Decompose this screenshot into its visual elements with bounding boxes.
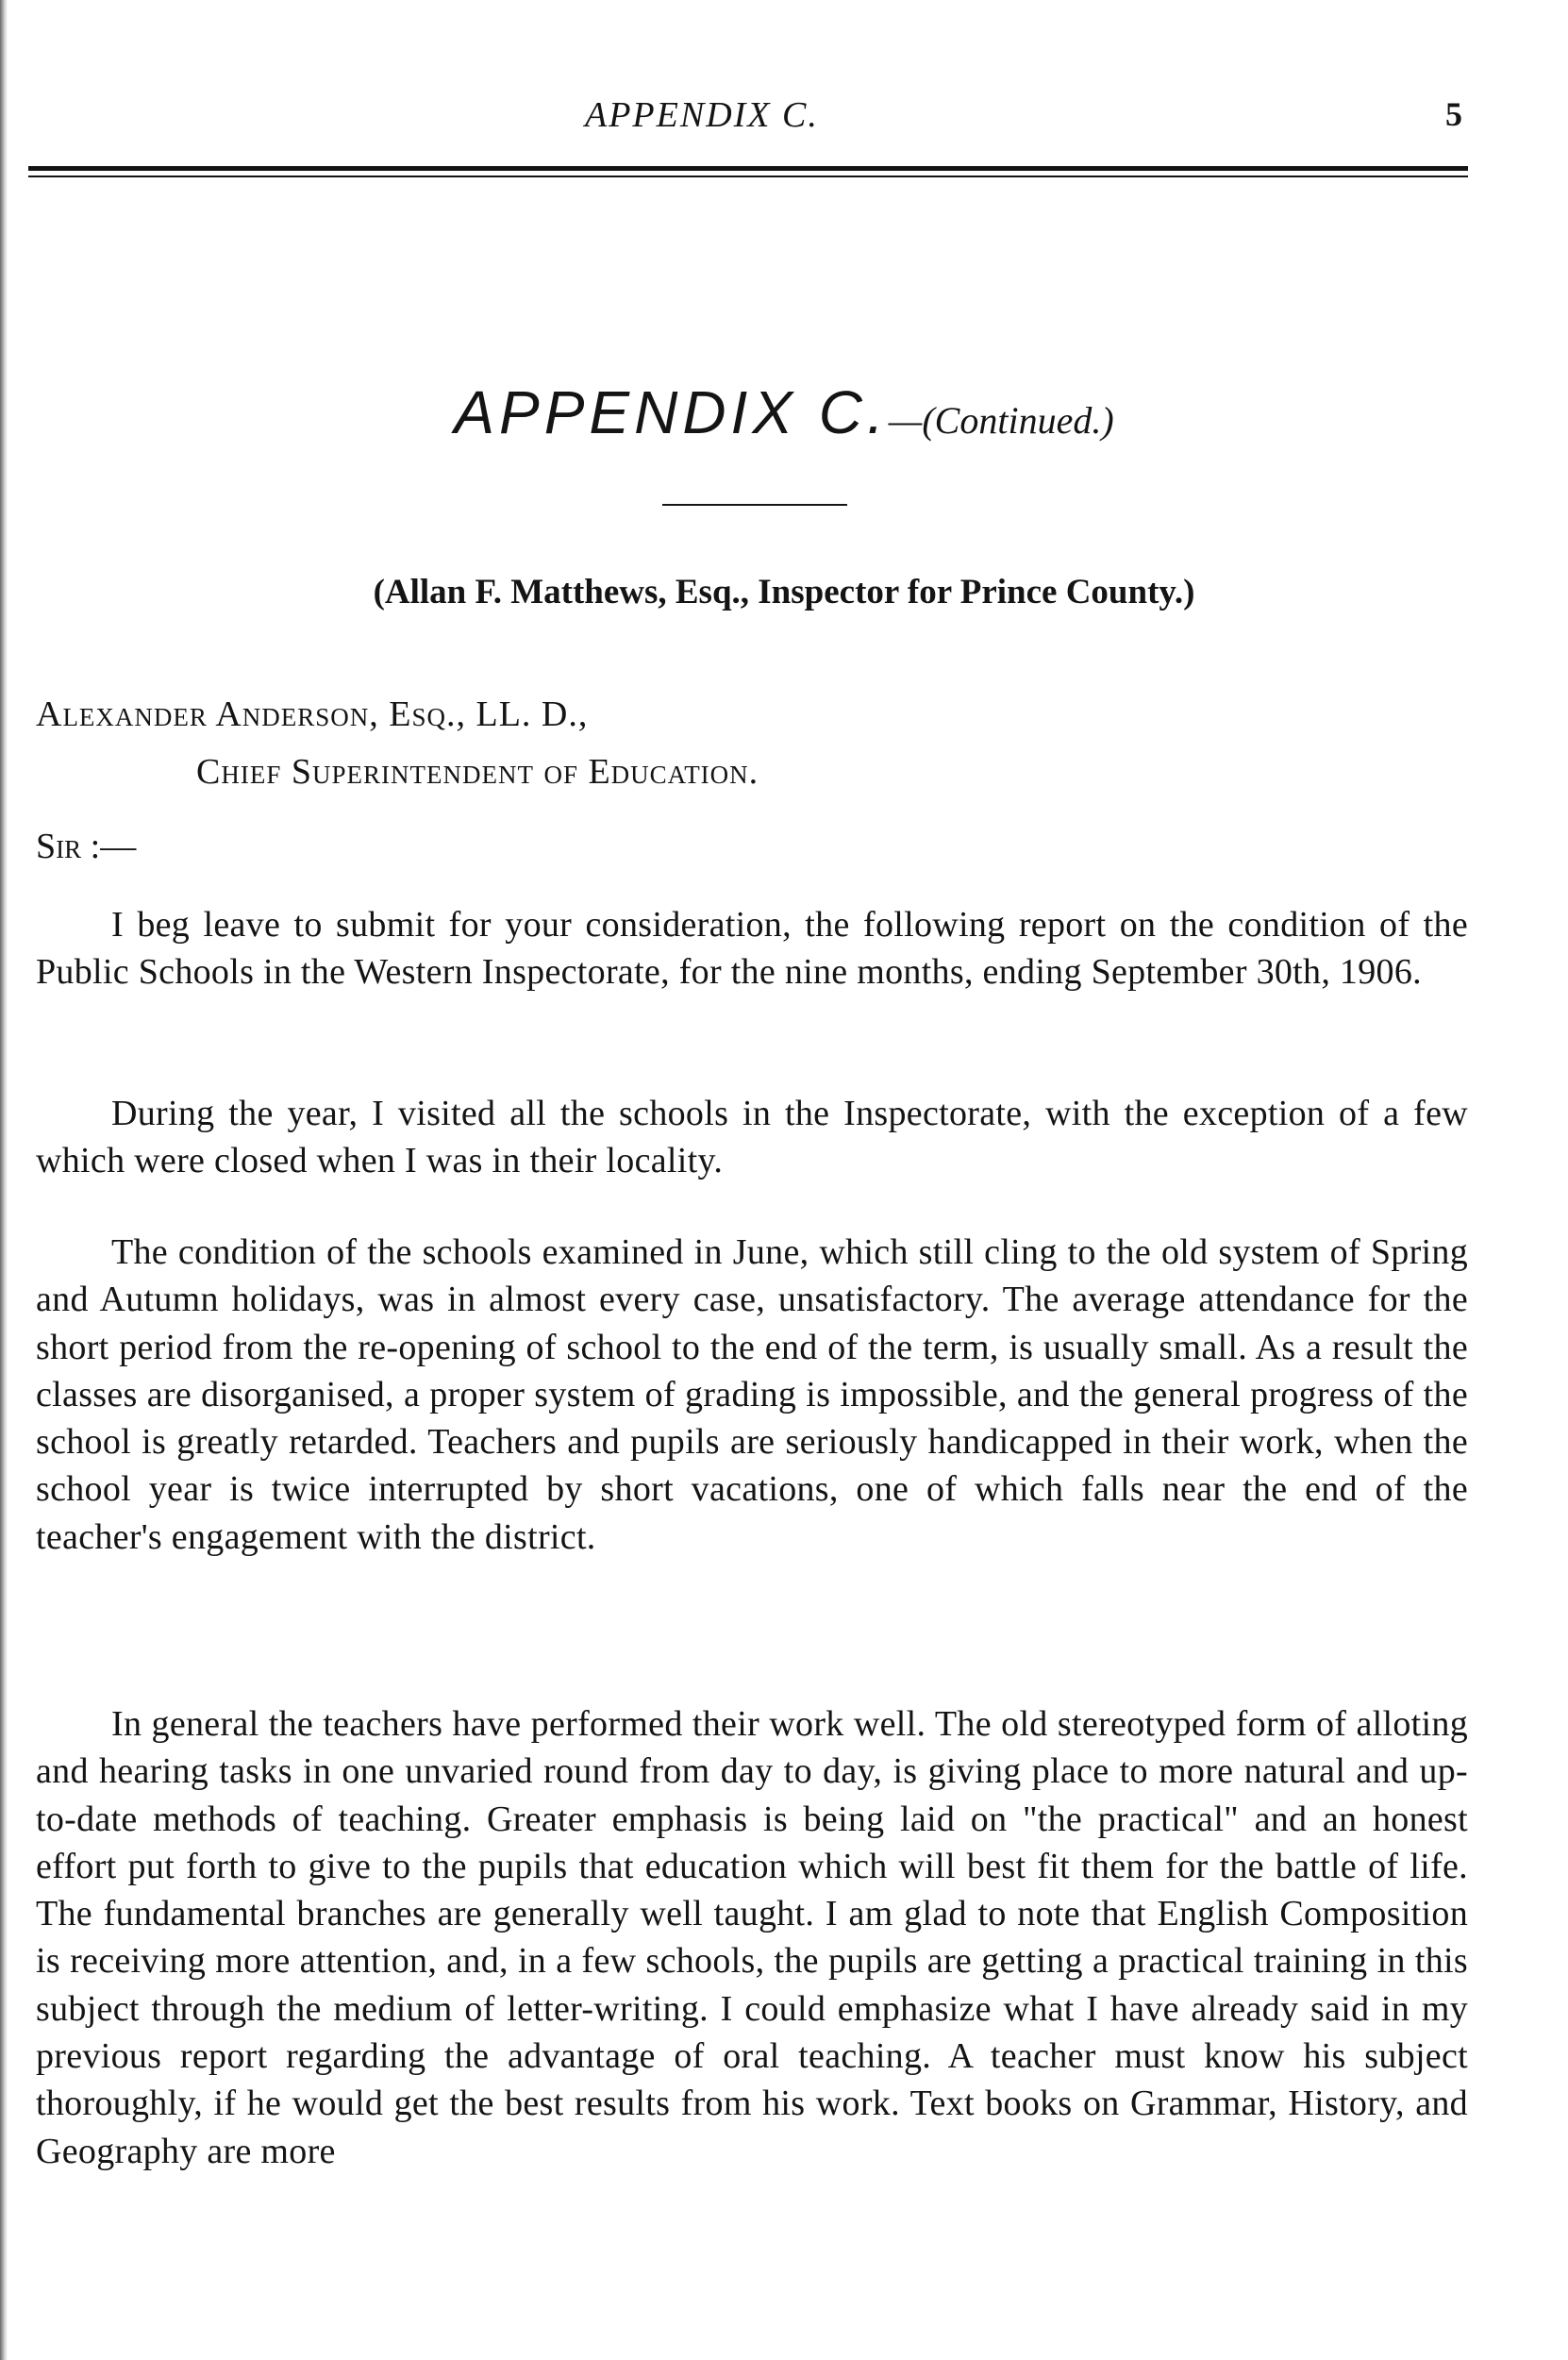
title-divider [662, 504, 847, 506]
body-paragraph: I beg leave to submit for your consideration, the following report on the condition of the Public Schools in the Western Inspectorate, for the nine months, ending September 30th, 1906. [36, 905, 1468, 993]
body-paragraph: The condition of the schools examined in June, which still cling to the old system of Spring and Autumn holidays, was in almost every case, unsatisfactory. The average attendance for the short period from the re-opening of school to the end of the term, is usually small. As a result the classes are disorganised, a proper system of grading is impossible, and the general progress of the school is greatly retarded. Teachers and pupils are seriously handicapped in their work, when the school year is twice interrupted by short vacations, one of which falls near the end of the teacher's engagement with the district. [36, 1232, 1468, 1557]
page-number: 5 [1445, 95, 1462, 133]
running-header [0, 94, 1568, 151]
inspector-subheading: (Allan F. Matthews, Esq., Inspector for Prince County.) [373, 573, 1195, 611]
salutation: Sir :— [36, 827, 137, 866]
header-rule-thick [28, 166, 1468, 171]
header-rule-thin [28, 176, 1468, 177]
appendix-title-continued: —(Continued.) [888, 399, 1114, 442]
appendix-title [0, 377, 1568, 447]
page-edge-shadow [0, 0, 8, 2360]
header-double-rule [28, 166, 1468, 181]
running-title: APPENDIX C. [585, 95, 819, 135]
addressee-title: Chief Superintendent of Education. [196, 752, 759, 792]
addressee-name: Alexander Anderson, Esq., LL. D., [36, 695, 589, 734]
body-paragraph: During the year, I visited all the schools in the Inspectorate, with the exception of a few which were closed when I was in their locality. [36, 1094, 1468, 1181]
body-paragraph: In general the teachers have performed their work well. The old stereotyped form of alloting and hearing tasks in one unvaried round from day to day, is giving place to more natural and up-to-date methods of teaching. Greater emphasis is being laid on "the practical" and an honest effort put forth to give to the pupils that education which will best fit them for the battle of life. The fundamental branches are generally well taught. I am glad to note that English Composition is receiving more attention, and, in a few schools, the pupils are getting a practical training in this subject through the medium of letter-writing. I could emphasize what I have already said in my previous report regarding the advantage of oral teaching. A teacher must know his subject thoroughly, if he would get the best results from his work. Text books on Grammar, History, and Geography are more [36, 1704, 1468, 2171]
appendix-title-main: APPENDIX C. [454, 378, 889, 446]
